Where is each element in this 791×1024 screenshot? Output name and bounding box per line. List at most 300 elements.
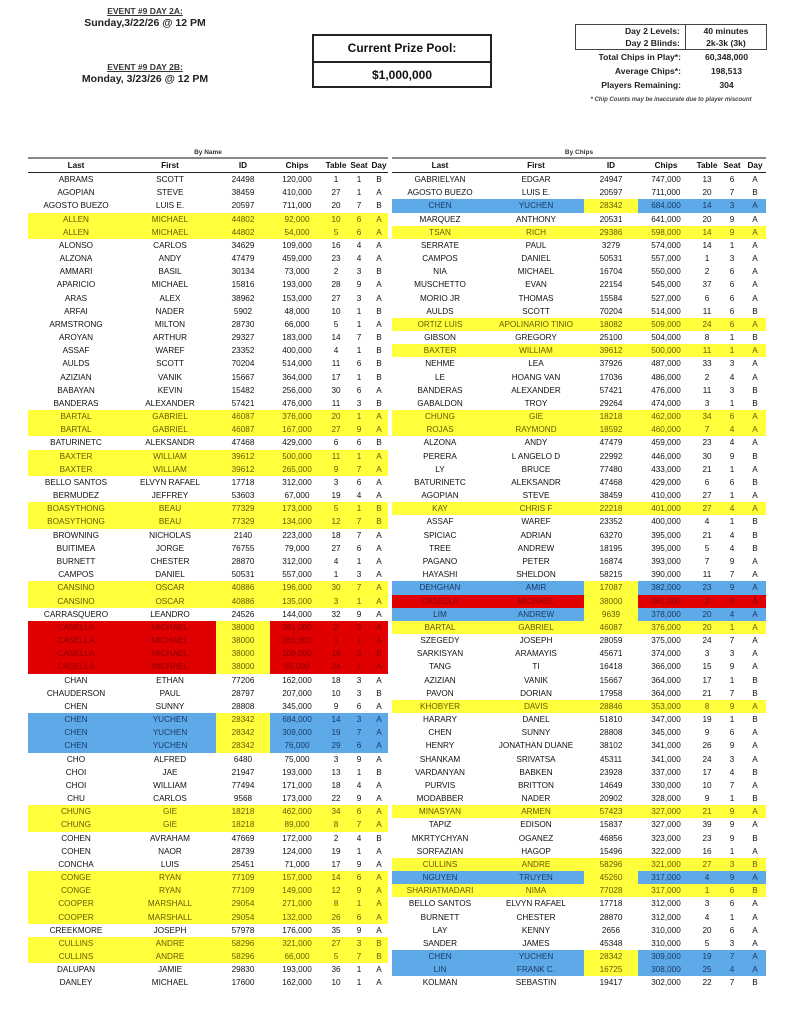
- cell-last: CASELLA: [57, 622, 95, 632]
- cell-first: SUNNY: [521, 728, 551, 738]
- cell-first: GREGORY: [515, 333, 557, 343]
- cell-table: 24: [331, 662, 341, 672]
- cell-last: AGOSTO BUEZO: [43, 201, 109, 211]
- table-row: [392, 410, 766, 423]
- cell-day: A: [376, 794, 382, 804]
- cell-chips: 382,000: [651, 583, 681, 593]
- cell-id: 77109: [231, 886, 255, 896]
- cell-first: YUCHEN: [152, 728, 188, 738]
- cell-chips: 711,000: [651, 188, 681, 198]
- cell-chips: 193,000: [282, 280, 312, 290]
- cell-seat: 1: [729, 675, 735, 685]
- table-row: [28, 278, 388, 291]
- cell-table: 13: [331, 767, 341, 777]
- cell-id: 24498: [231, 175, 255, 184]
- cell-day: A: [752, 214, 758, 224]
- cell-first: OSCAR: [155, 596, 185, 606]
- cell-id: 28739: [231, 846, 255, 856]
- cell-id: 29327: [231, 333, 255, 343]
- cell-day: A: [376, 543, 382, 553]
- cell-day: A: [376, 886, 382, 896]
- cell-chips: 446,000: [651, 451, 681, 461]
- table-row: [28, 911, 388, 924]
- cell-seat: 3: [356, 649, 362, 659]
- cell-day: A: [376, 741, 382, 751]
- cell-chips: 321,000: [282, 938, 312, 948]
- cell-table: 11: [331, 359, 341, 369]
- by-chips-title: By Chips: [564, 149, 594, 156]
- cell-id: 58296: [231, 952, 255, 962]
- table-row: [28, 371, 388, 384]
- cell-chips: 684,000: [651, 201, 681, 211]
- table-row: [28, 581, 388, 594]
- cell-last: ALLEN: [63, 214, 89, 224]
- cell-last: SHANKAM: [419, 754, 461, 764]
- cell-chips: 134,000: [282, 517, 312, 527]
- cell-first: NICHOLAS: [149, 530, 191, 540]
- cell-seat: 1: [729, 715, 735, 725]
- cell-first: MICHAEL: [151, 636, 189, 646]
- col-first: First: [527, 161, 545, 170]
- cell-day: A: [752, 267, 758, 277]
- cell-last: ALZONA: [423, 438, 457, 448]
- cell-table: 25: [702, 965, 712, 975]
- cell-table: 2: [704, 267, 710, 277]
- cell-id: 29054: [231, 912, 255, 922]
- cell-id: 46087: [599, 622, 623, 632]
- cell-seat: 6: [356, 214, 362, 224]
- cell-seat: 6: [729, 886, 735, 896]
- cell-table: 8: [704, 701, 710, 711]
- cell-last: CHOI: [65, 780, 87, 790]
- cell-id: 50531: [231, 570, 255, 580]
- chip-count-note: * Chip Counts may be inaccurate due to player miscount: [590, 97, 752, 103]
- cell-table: 22: [331, 794, 341, 804]
- cell-last: MINASYAN: [418, 807, 462, 817]
- table-row: [392, 344, 766, 357]
- cell-chips: 390,000: [651, 570, 681, 580]
- table-row: [392, 515, 766, 528]
- table-row: [392, 805, 766, 818]
- cell-first: HOANG VAN: [511, 372, 561, 382]
- cell-seat: 1: [729, 846, 735, 856]
- cell-table: 26: [331, 912, 341, 922]
- cell-day: B: [752, 306, 758, 316]
- table-row: [392, 278, 766, 291]
- cell-chips: 557,000: [282, 570, 312, 580]
- cell-last: ALZONA: [59, 254, 93, 264]
- table-row: [392, 634, 766, 647]
- cell-last: CHUNG: [60, 820, 92, 830]
- cell-seat: 9: [729, 820, 735, 830]
- table-row: [28, 436, 388, 449]
- cell-day: B: [752, 833, 758, 843]
- cell-id: 19417: [599, 978, 623, 988]
- cell-day: B: [376, 649, 382, 659]
- cell-first: SRIVATSA: [516, 754, 556, 764]
- cell-last: BABAYAN: [57, 385, 95, 395]
- table-row: [392, 818, 766, 831]
- table-row: [392, 292, 766, 305]
- cell-chips: 193,000: [282, 965, 312, 975]
- table-row: [392, 739, 766, 752]
- cell-table: 14: [331, 715, 341, 725]
- cell-seat: 6: [729, 728, 735, 738]
- cell-table: 23: [702, 833, 712, 843]
- cell-table: 9: [704, 728, 710, 738]
- cell-seat: 3: [356, 267, 362, 277]
- cell-first: VANIK: [524, 675, 548, 685]
- cell-seat: 9: [729, 451, 735, 461]
- cell-table: 13: [702, 175, 712, 184]
- table-row: [28, 199, 388, 212]
- cell-first: GABRIEL: [152, 412, 188, 422]
- cell-id: 45348: [599, 938, 623, 948]
- cell-last: BERMUDEZ: [53, 491, 99, 501]
- cell-table: 27: [702, 491, 712, 501]
- cell-first: JAE: [162, 767, 178, 777]
- cell-day: B: [376, 767, 382, 777]
- cell-first: CARLOS: [153, 240, 187, 250]
- cell-day: A: [376, 556, 382, 566]
- cell-table: 1: [333, 175, 339, 184]
- cell-last: MORIO JR: [419, 293, 461, 303]
- cell-seat: 1: [356, 846, 362, 856]
- cell-seat: 9: [729, 556, 735, 566]
- cell-last: SPICIAC: [423, 530, 457, 540]
- cell-day: A: [752, 346, 758, 356]
- table-row: [392, 700, 766, 713]
- cell-last: ALLEN: [63, 227, 89, 237]
- cell-table: 2: [333, 267, 339, 277]
- cell-table: 23: [331, 254, 341, 264]
- cell-last: CHEN: [64, 741, 88, 751]
- cell-chips: 193,000: [282, 767, 312, 777]
- cell-day: A: [376, 912, 382, 922]
- cell-last: LIM: [433, 609, 447, 619]
- cell-table: 27: [702, 504, 712, 514]
- cell-last: VARDANYAN: [415, 767, 465, 777]
- cell-chips: 433,000: [651, 464, 681, 474]
- cell-first: KENNY: [521, 925, 551, 935]
- prize-pool-value: $1,000,000: [314, 61, 490, 88]
- cell-first: TRUYEN: [519, 873, 553, 883]
- cell-seat: 9: [356, 622, 362, 632]
- cell-id: 51810: [599, 715, 623, 725]
- cell-table: 1: [704, 254, 710, 264]
- cell-first: YUCHEN: [518, 952, 554, 962]
- col-chips: Chips: [654, 161, 678, 170]
- cell-last: MODABBER: [416, 794, 464, 804]
- cell-chips: 364,000: [651, 675, 681, 685]
- cell-day: A: [752, 938, 758, 948]
- table-row: [28, 739, 388, 752]
- cell-day: A: [376, 280, 382, 290]
- cell-chips: 429,000: [282, 438, 312, 448]
- cell-seat: 1: [729, 240, 735, 250]
- table-row: [28, 529, 388, 542]
- cell-chips: 366,000: [651, 662, 681, 672]
- cell-first: NAOR: [158, 846, 182, 856]
- cell-chips: 265,000: [282, 464, 312, 474]
- cell-seat: 1: [729, 622, 735, 632]
- cell-first: WILLIAM: [519, 346, 553, 356]
- cell-chips: 459,000: [282, 254, 312, 264]
- col-id: ID: [238, 161, 248, 170]
- levels-row: [575, 24, 767, 37]
- cell-day: A: [752, 438, 758, 448]
- cell-chips: 171,000: [282, 780, 312, 790]
- cell-seat: 7: [729, 688, 735, 698]
- cell-chips: 144,000: [282, 609, 312, 619]
- cell-day: B: [752, 517, 758, 527]
- cell-seat: 4: [356, 491, 362, 501]
- table-row: [28, 818, 388, 831]
- cell-seat: 9: [356, 925, 362, 935]
- table-row: [28, 410, 388, 423]
- cell-table: 21: [702, 464, 712, 474]
- cell-first: SEBASTIN: [515, 978, 557, 988]
- cell-first: JAMES: [522, 938, 550, 948]
- cell-seat: 4: [356, 833, 362, 843]
- table-row: [28, 186, 388, 199]
- cell-chips: 317,000: [651, 886, 681, 896]
- cell-last: CHEN: [428, 201, 452, 211]
- col-table: Table: [325, 161, 347, 170]
- cell-last: CASELLA: [57, 649, 95, 659]
- table-row: [392, 674, 766, 687]
- cell-first: MICHAEL: [517, 596, 555, 606]
- cell-table: 30: [702, 451, 712, 461]
- cell-table: 24: [702, 754, 712, 764]
- cell-chips: 327,000: [651, 807, 681, 817]
- cell-table: 11: [702, 385, 712, 395]
- cell-seat: 1: [729, 464, 735, 474]
- cell-chips: 476,000: [651, 385, 681, 395]
- cell-chips: 500,000: [651, 346, 681, 356]
- cell-day: B: [752, 675, 758, 685]
- table-row: [392, 371, 766, 384]
- cell-seat: 3: [729, 254, 735, 264]
- cell-chips: 684,000: [282, 715, 312, 725]
- cell-day: B: [376, 359, 382, 369]
- cell-last: CHAN: [64, 675, 88, 685]
- cell-table: 17: [331, 859, 341, 869]
- table-row: [28, 515, 388, 528]
- cell-last: BARTAL: [424, 622, 456, 632]
- cell-last: CHEN: [428, 728, 452, 738]
- cell-id: 53603: [231, 491, 255, 501]
- cell-day: B: [376, 346, 382, 356]
- cell-seat: 9: [356, 859, 362, 869]
- cell-day: A: [376, 622, 382, 632]
- cell-first: ANDREW: [517, 609, 555, 619]
- cell-id: 18218: [599, 412, 623, 422]
- cell-seat: 6: [356, 359, 362, 369]
- cell-id: 28870: [231, 556, 255, 566]
- cell-day: A: [752, 754, 758, 764]
- cell-seat: 4: [356, 240, 362, 250]
- cell-day: A: [752, 636, 758, 646]
- cell-day: A: [376, 636, 382, 646]
- stats-panel: [575, 24, 767, 103]
- cell-id: 70204: [599, 306, 623, 316]
- cell-id: 15584: [599, 293, 623, 303]
- cell-first: DAVIS: [524, 701, 548, 711]
- cell-chips: 73,000: [284, 267, 310, 277]
- cell-id: 17958: [599, 688, 623, 698]
- cell-first: JOSEPH: [153, 925, 187, 935]
- cell-first: WILLIAM: [153, 464, 187, 474]
- cell-last: MUSCHETTO: [414, 280, 466, 290]
- cell-id: 77329: [231, 517, 255, 527]
- table-row: [28, 897, 388, 910]
- cell-last: CULLINS: [58, 938, 94, 948]
- cell-seat: 9: [729, 227, 735, 237]
- cell-table: 5: [333, 319, 339, 329]
- cell-seat: 3: [356, 715, 362, 725]
- cell-id: 44802: [231, 227, 255, 237]
- cell-chips: 381,000: [282, 622, 312, 632]
- cell-day: A: [752, 491, 758, 501]
- cell-chips: 410,000: [282, 188, 312, 198]
- cell-id: 17600: [231, 978, 255, 988]
- cell-seat: 9: [356, 754, 362, 764]
- cell-day: A: [376, 254, 382, 264]
- cell-first: ANDY: [524, 438, 548, 448]
- cell-table: 12: [331, 517, 341, 527]
- cell-first: ANDRE: [155, 952, 185, 962]
- cell-chips: 374,000: [651, 649, 681, 659]
- cell-chips: 711,000: [282, 201, 312, 211]
- cell-seat: 6: [356, 438, 362, 448]
- cell-day: B: [752, 543, 758, 553]
- cell-first: LUIS E.: [521, 188, 551, 198]
- table-row: [28, 305, 388, 318]
- cell-seat: 6: [356, 873, 362, 883]
- col-table: Table: [696, 161, 718, 170]
- cell-chips: 124,000: [282, 846, 312, 856]
- cell-first: TI: [532, 662, 540, 672]
- cell-last: AROYAN: [59, 333, 93, 343]
- cell-table: 27: [331, 543, 341, 553]
- table-row: [392, 502, 766, 515]
- cell-table: 10: [331, 306, 341, 316]
- cell-day: A: [752, 556, 758, 566]
- cell-chips: 312,000: [282, 477, 312, 487]
- table-row: [28, 845, 388, 858]
- cell-first: RYAN: [159, 873, 181, 883]
- cell-seat: 1: [729, 517, 735, 527]
- cell-day: A: [752, 807, 758, 817]
- cell-table: 11: [331, 451, 341, 461]
- cell-chips: 135,000: [282, 596, 312, 606]
- cell-first: LUIS: [160, 859, 180, 869]
- table-row: [392, 173, 766, 186]
- table-row: [392, 687, 766, 700]
- by-name-rows: [28, 173, 388, 990]
- cell-table: 12: [331, 886, 341, 896]
- cell-id: 16874: [599, 556, 623, 566]
- table-row: [392, 489, 766, 502]
- cell-first: AMIR: [525, 583, 547, 593]
- table-row: [28, 924, 388, 937]
- cell-day: B: [376, 517, 382, 527]
- cell-last: PERERA: [423, 451, 457, 461]
- cell-last: BANDERAS: [417, 385, 463, 395]
- cell-first: RICH: [525, 227, 546, 237]
- cell-table: 10: [331, 978, 341, 988]
- cell-day: A: [752, 912, 758, 922]
- table-row: [28, 792, 388, 805]
- cell-seat: 7: [356, 464, 362, 474]
- cell-day: A: [376, 728, 382, 738]
- cell-seat: 4: [729, 504, 735, 514]
- cell-chips: 341,000: [651, 754, 681, 764]
- cell-last: HENRY: [425, 741, 455, 751]
- cell-id: 20597: [231, 201, 255, 211]
- cell-last: TSAN: [429, 227, 451, 237]
- cell-table: 33: [702, 359, 712, 369]
- cell-id: 30134: [231, 267, 255, 277]
- cell-first: SCOTT: [156, 175, 184, 184]
- cell-seat: 3: [356, 293, 362, 303]
- table-row: [28, 384, 388, 397]
- cell-seat: 4: [356, 254, 362, 264]
- cell-day: A: [376, 715, 382, 725]
- cell-table: 3: [333, 754, 339, 764]
- cell-day: A: [376, 412, 382, 422]
- table-row: [28, 832, 388, 845]
- cell-id: 70204: [231, 359, 255, 369]
- cell-id: 45311: [599, 754, 623, 764]
- cell-first: SHELDON: [516, 570, 556, 580]
- event-2a-title: EVENT #9 DAY 2A:: [107, 6, 183, 16]
- cell-table: 30: [331, 385, 341, 395]
- table-row: [28, 213, 388, 226]
- cell-id: 38000: [216, 634, 270, 647]
- cell-first: MICHAEL: [151, 280, 189, 290]
- cell-id: 58296: [599, 859, 623, 869]
- cell-chips: 66,000: [284, 952, 310, 962]
- table-row: [392, 305, 766, 318]
- table-row: [392, 950, 766, 963]
- cell-chips: 353,000: [651, 701, 681, 711]
- cell-day: B: [376, 938, 382, 948]
- cell-seat: 1: [356, 662, 362, 672]
- cell-id: 29054: [231, 899, 255, 909]
- cell-chips: 376,000: [651, 622, 681, 632]
- cell-table: 5: [704, 938, 710, 948]
- cell-chips: 381,000: [651, 596, 681, 606]
- cell-last: BELLO SANTOS: [408, 899, 472, 909]
- cell-last: CHUNG: [424, 412, 456, 422]
- cell-chips: 310,000: [651, 925, 681, 935]
- cell-first: TROY: [524, 398, 548, 408]
- table-row: [28, 173, 388, 186]
- cell-first: JAMIE: [157, 965, 183, 975]
- cell-seat: 7: [356, 820, 362, 830]
- cell-last: BUITIMEA: [56, 543, 96, 553]
- cell-first: ETHAN: [156, 675, 184, 685]
- cell-seat: 3: [729, 201, 735, 211]
- cell-last: CHEN: [64, 728, 88, 738]
- cell-seat: 3: [729, 754, 735, 764]
- cell-first: GABRIEL: [518, 622, 554, 632]
- table-row: [392, 937, 766, 950]
- cell-id: 28342: [584, 950, 638, 963]
- cell-chips: 55,000: [284, 662, 310, 672]
